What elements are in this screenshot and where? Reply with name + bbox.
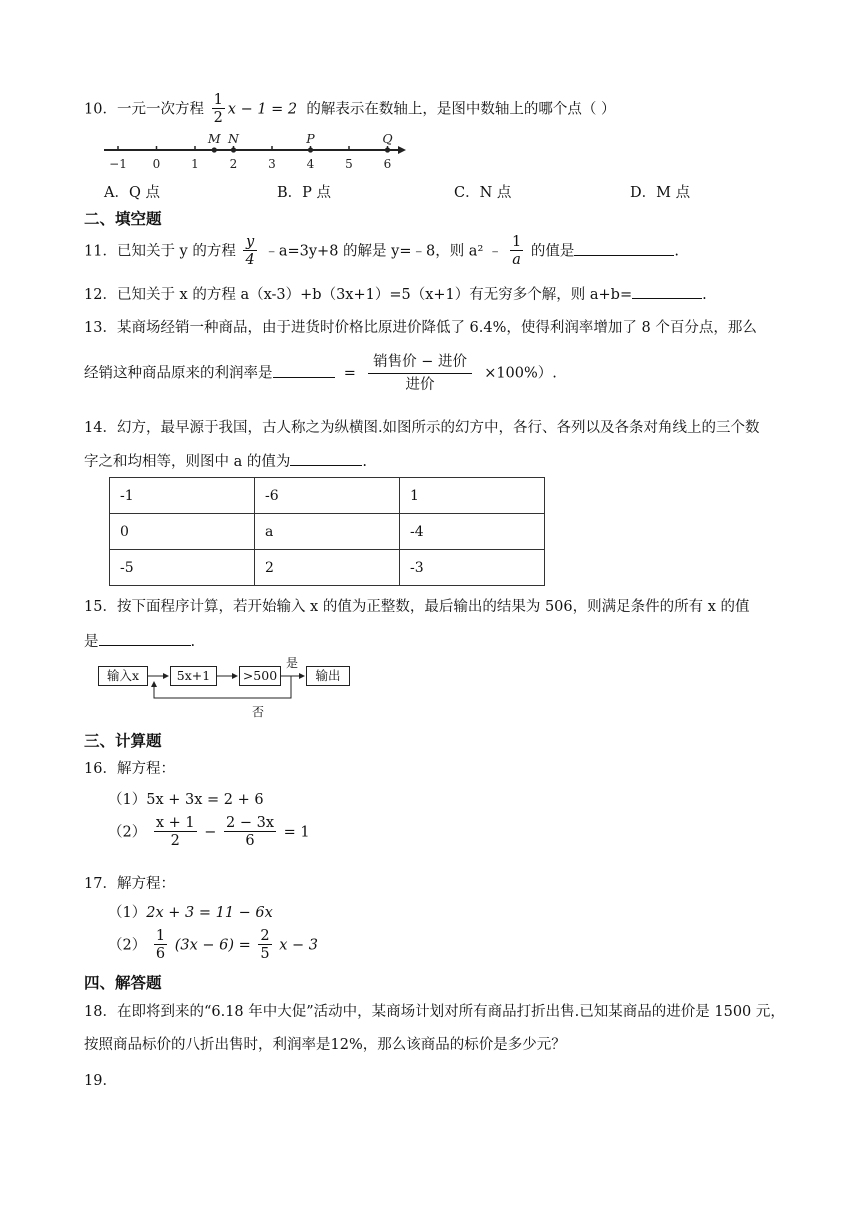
option-b[interactable]: B．P 点 xyxy=(277,185,332,201)
axis-tick-label: 1 xyxy=(191,157,199,171)
point-label: M xyxy=(207,131,221,146)
answer-blank[interactable] xyxy=(273,363,335,378)
point-label: N xyxy=(228,131,239,146)
section-heading-calculation: 三、计算题 xyxy=(84,732,162,750)
question-16-part-1: （1）5x + 3x = 2 + 6 xyxy=(108,792,264,808)
question-12: 12．已知关于 x 的方程 a（x-3）+b（3x+1）=5（x+1）有无穷多个解，则 a+b= . xyxy=(84,283,707,304)
answer-blank[interactable] xyxy=(632,284,702,299)
option-a[interactable]: A．Q 点 xyxy=(104,185,160,201)
flow-yes-label: 是 xyxy=(286,656,299,670)
option-d[interactable]: D．M 点 xyxy=(630,185,691,201)
axis-tick-label: −1 xyxy=(109,157,127,171)
point-p xyxy=(308,147,313,152)
answer-blank[interactable] xyxy=(574,241,674,256)
section-heading-fill-in: 二、填空题 xyxy=(84,210,162,228)
question-18-line-1: 18．在即将到来的“6.18 年中大促”活动中，某商场计划对所有商品打折出售.已知某商品的进价是 1500 元， xyxy=(84,1004,785,1020)
point-m xyxy=(212,147,217,152)
grid-cell: -3 xyxy=(400,550,545,586)
question-15-line-1: 15．按下面程序计算，若开始输入 x 的值为正整数，最后输出的结果为 506，则满足条件的所有 x 的值 xyxy=(84,599,750,615)
section-heading-answer: 四、解答题 xyxy=(84,974,162,992)
magic-square xyxy=(109,477,545,586)
question-17-part-1: （1）2x + 3 = 11 − 6x xyxy=(108,905,273,921)
flow-no-label: 否 xyxy=(252,705,265,719)
question-13-line-1: 13．某商场经销一种商品，由于进货时价格比原进价降低了 6.4%，使得利润率增加了 8 个百分点，那么 xyxy=(84,320,757,336)
question-17-title: 17．解方程： xyxy=(84,876,175,892)
flow-condition-box: >500 xyxy=(239,666,281,686)
flow-output-box: 输出 xyxy=(306,666,350,686)
point-n xyxy=(231,147,236,152)
grid-cell: 0 xyxy=(110,514,255,550)
axis-tick-label: 5 xyxy=(345,157,353,171)
point-q xyxy=(385,147,390,152)
grid-cell: 1 xyxy=(400,478,545,514)
question-18-line-2: 按照商品标价的八折出售时，利润率是12%，那么该商品的标价是多少元？ xyxy=(84,1037,566,1053)
question-10: 10．一元一次方程 $\frac{1}{2}$ x − 1 = 2 的解表示在数轴上，是图中数轴上的哪个点（ ） xyxy=(84,92,616,126)
axis-tick-label: 0 xyxy=(152,157,161,171)
answer-blank[interactable] xyxy=(290,451,362,466)
question-13-line-2: 经销这种商品原来的利润率是 = $\frac{\text{销售价 − 进价}}{\text{进价}}$ ×100%）. xyxy=(84,351,557,396)
program-flowchart xyxy=(98,656,358,720)
flow-input-box: 输入x xyxy=(98,666,148,686)
grid-cell: -6 xyxy=(255,478,400,514)
question-11: 11．已知关于 y 的方程 $\frac{y}{4}$ ﹣a=3y+8 的解是 y=﹣8，则 a² ﹣ $\frac{1}{a}$ 的值是 . xyxy=(84,234,679,268)
grid-cell: a xyxy=(255,514,400,550)
axis-tick-label: 2 xyxy=(229,157,238,171)
question-15-line-2: 是 . xyxy=(84,630,195,651)
axis-tick-label: 4 xyxy=(306,157,315,171)
answer-blank[interactable] xyxy=(99,631,191,646)
axis-tick-label: 6 xyxy=(383,157,392,171)
question-17-part-2: （2） $\frac{1}{6}$ (3x − 6) = $\frac{2}{5}$ x − 3 xyxy=(108,928,318,962)
axis-arrow-icon xyxy=(398,146,406,154)
option-c[interactable]: C．N 点 xyxy=(454,185,512,201)
axis-tick-label: 3 xyxy=(268,157,276,171)
fraction: $\frac{1}{2}$ xyxy=(213,92,223,126)
point-label: P xyxy=(306,131,315,146)
flow-operation-box: 5x+1 xyxy=(170,666,217,686)
question-16-title: 16．解方程： xyxy=(84,761,175,777)
number-line-figure xyxy=(100,128,410,176)
grid-cell: -1 xyxy=(110,478,255,514)
question-16-part-2: （2） $\frac{x + 1}{2}$ − $\frac{2 - 3x}{6}$ = 1 xyxy=(108,815,310,849)
question-19: 19． xyxy=(84,1073,117,1089)
grid-cell: 2 xyxy=(255,550,400,586)
question-14-line-2: 字之和均相等，则图中 a 的值为 . xyxy=(84,450,367,471)
grid-cell: -4 xyxy=(400,514,545,550)
point-label: Q xyxy=(382,131,393,146)
question-14-line-1: 14．幻方，最早源于我国，古人称之为纵横图.如图所示的幻方中，各行、各列以及各条对角线上的三个数 xyxy=(84,420,760,436)
grid-cell: -5 xyxy=(110,550,255,586)
